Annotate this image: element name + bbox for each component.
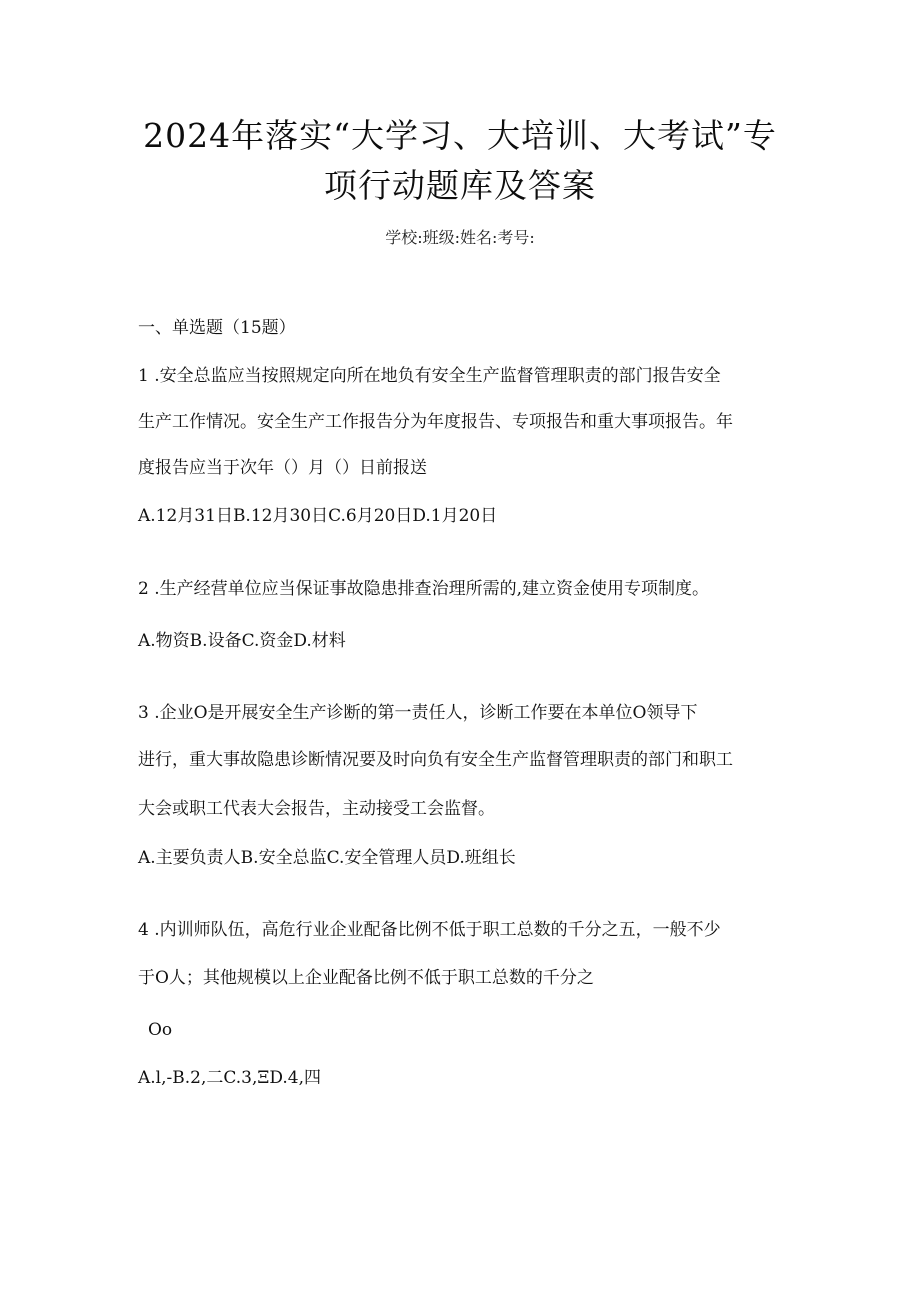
question-4-options: A.l,-B.2,二C.3,ΞD.4,四 bbox=[138, 1068, 322, 1088]
question-3-text-line-2: 进行，重大事故隐患诊断情况要及时向负有安全生产监督管理职责的部门和职工 bbox=[138, 750, 733, 770]
question-4-continuation: Oo bbox=[148, 1020, 173, 1040]
question-4-text-line-1: 4 .内训师队伍，高危行业企业配备比例不低于职工总数的千分之五，一般不少 bbox=[138, 920, 721, 940]
question-1-text-line-1: 1 .安全总监应当按照规定向所在地负有安全生产监督管理职责的部门报告安全 bbox=[138, 366, 721, 386]
question-2-options: A.物资B.设备C.资金D.材料 bbox=[138, 631, 346, 651]
question-1-text-line-3: 度报告应当于次年（）月（）日前报送 bbox=[138, 458, 427, 478]
question-1-text-line-2: 生产工作情况。安全生产工作报告分为年度报告、专项报告和重大事项报告。年 bbox=[138, 412, 733, 432]
question-2-text-line-1: 2 .生产经营单位应当保证事故隐患排查治理所需的,建立资金使用专项制度。 bbox=[138, 579, 710, 599]
student-info-line: 学校:班级:姓名:考号: bbox=[385, 228, 535, 247]
question-3-text-line-1: 3 .企业O是开展安全生产诊断的第一责任人，诊断工作要在本单位O领导下 bbox=[138, 703, 698, 723]
question-3-options: A.主要负责人B.安全总监C.安全管理人员D.班组长 bbox=[138, 848, 516, 868]
document-title-line-2: 项行动题库及答案 bbox=[324, 166, 596, 205]
question-1-options: A.12月31日B.12月30日C.6月20日D.1月20日 bbox=[138, 506, 498, 526]
question-4-text-line-2: 于O人；其他规模以上企业配备比例不低于职工总数的千分之 bbox=[138, 968, 594, 988]
question-3-text-line-3: 大会或职工代表大会报告，主动接受工会监督。 bbox=[138, 799, 495, 819]
section-heading: 一、单选题（15题） bbox=[138, 318, 296, 338]
document-title-line-1: 2024年落实“大学习、大培训、大考试”专 bbox=[143, 116, 777, 155]
